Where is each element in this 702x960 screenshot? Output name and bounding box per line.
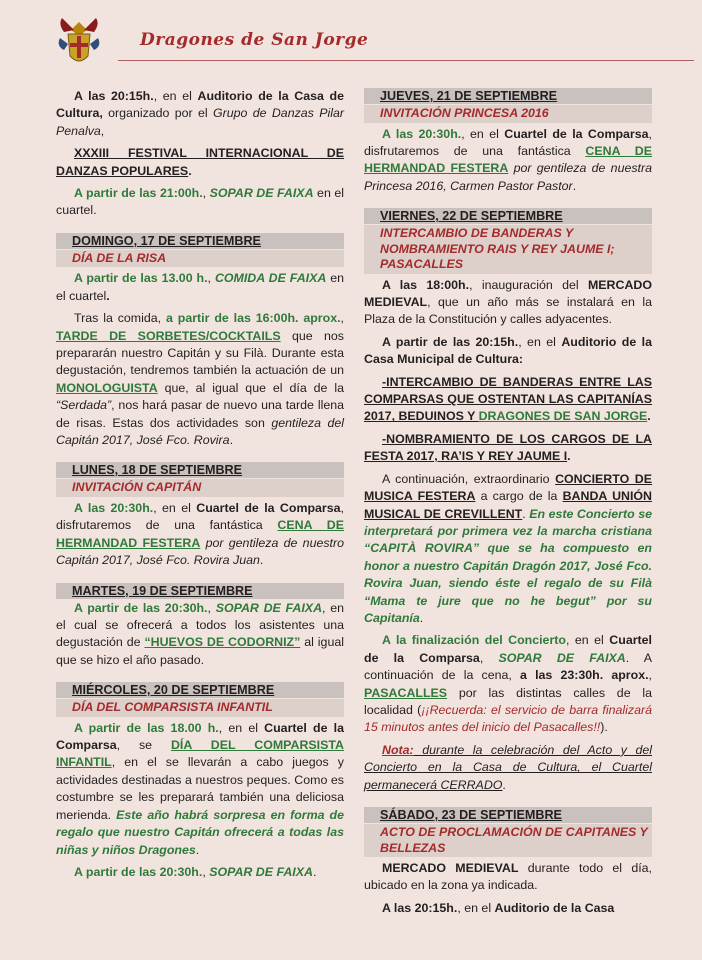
event-text: MONOLOGUISTA xyxy=(56,380,158,395)
time-text: A partir de las 18.00 h. xyxy=(74,720,219,735)
sabado-section xyxy=(364,807,652,917)
venue-text: Cuartel de la Comparsa xyxy=(504,126,649,141)
text: . xyxy=(419,610,424,625)
text: , en el xyxy=(457,900,495,915)
text: , en el xyxy=(153,89,198,103)
time-text: A las 18:00h. xyxy=(382,277,470,292)
text: durante todo el día, ubicado en la zona ya indicada. xyxy=(364,861,652,893)
event-text: MERCADO MEDIEVAL xyxy=(364,277,652,310)
comparsa-text: DRAGONES DE SAN JORGE xyxy=(478,409,648,424)
event-text: -INTERCAMBIO DE BANDERAS ENTRE LAS COMPARSAS QUE OSTENTAN LAS CAPITANÍAS 2017, BEDUINOS Y xyxy=(364,374,652,424)
event-text: PASACALLES xyxy=(364,685,448,700)
viernes-note xyxy=(364,742,652,794)
domingo-paragraph-1 xyxy=(56,270,344,305)
event-text: “HUEVOS DE CODORNIZ” xyxy=(144,635,301,650)
text: , xyxy=(207,271,215,286)
text: A continuación, extraordinario xyxy=(382,471,556,486)
sabado-paragraph-2 xyxy=(364,900,652,917)
left-column xyxy=(56,88,344,886)
text: . xyxy=(229,433,234,447)
event-text: SOPAR DE FAIXA xyxy=(209,186,314,201)
text: que nos prepararán nuestro Capitán y su Filà. Durante esta degustación, tendremos también la actuación de un xyxy=(56,328,344,378)
domingo-section xyxy=(56,233,344,450)
venue-text: Auditorio de la Casa Municipal de Cultura: xyxy=(364,334,652,367)
text: , xyxy=(207,600,216,615)
sponsor-text: gentileza del Capitán 2017, José Fco. Rovira xyxy=(56,415,344,447)
day-heading: LUNES, 18 DE SEPTIEMBRE xyxy=(56,462,344,478)
text: . xyxy=(647,409,651,424)
event-subheading: DÍA DEL COMPARSISTA INFANTIL xyxy=(56,699,344,717)
text: , en el xyxy=(218,720,265,735)
text: , que un año más se instalará en la Plaza de la Constitución y calles adyacentes. xyxy=(364,295,652,327)
day-heading: VIERNES, 22 DE SEPTIEMBRE xyxy=(364,208,652,224)
text: al igual que se hizo el año pasado. xyxy=(56,635,344,667)
text: . xyxy=(259,553,264,568)
text: , en el se llevarán a cabo juegos y actividades destinadas a nuestros peques. Como es costumbre se les preparará también una deliciosa merienda. xyxy=(56,755,344,822)
event-text: DÍA DEL COMPARSISTA INFANTIL xyxy=(56,738,344,770)
text: , en el cual se ofrecerá a todos los asistentes una degustación de xyxy=(56,600,344,650)
text: . xyxy=(567,449,571,464)
text: , xyxy=(202,186,210,201)
martes-paragraph xyxy=(56,600,344,670)
sabado-paragraph-1 xyxy=(364,860,652,895)
venue-text: Cuartel de la Comparsa xyxy=(56,720,344,753)
venue-text: Cuartel de la Comparsa xyxy=(196,500,341,515)
text: , xyxy=(202,864,210,879)
text: . A continuación de la cena, xyxy=(364,650,653,683)
lunes-section xyxy=(56,462,344,569)
text: , en el xyxy=(153,500,197,515)
intro-section xyxy=(56,88,344,220)
brand-title: Dragones de San Jorge xyxy=(140,30,369,50)
event-subheading: INVITACIÓN PRINCESA 2016 xyxy=(364,105,652,123)
text: , se xyxy=(116,738,171,753)
event-text: MERCADO MEDIEVAL xyxy=(382,861,519,875)
note-label: Nota: xyxy=(382,742,414,757)
text: . xyxy=(106,288,110,303)
event-text: -NOMBRAMIENTO DE LOS CARGOS DE LA FESTA 2017, RA’IS Y REY JAUME I xyxy=(364,431,652,464)
dragon-crest-icon xyxy=(56,16,102,68)
text: , en el xyxy=(565,633,610,648)
miercoles-section xyxy=(56,682,344,881)
text: , xyxy=(648,668,652,683)
text: , disfrutaremos de una fantástica xyxy=(56,500,344,533)
day-heading: MARTES, 19 DE SEPTIEMBRE xyxy=(56,583,344,599)
venue-text: Auditorio de la Casa xyxy=(494,900,615,915)
miercoles-paragraph-2 xyxy=(56,864,344,881)
martes-section xyxy=(56,583,344,670)
day-heading: SÁBADO, 23 DE SEPTIEMBRE xyxy=(364,807,652,823)
viernes-paragraph-1 xyxy=(364,277,652,329)
time-text: A partir de las 20:15h. xyxy=(382,334,519,349)
event-subheading: ACTO DE PROCLAMACIÓN DE CAPITANES Y BELLEZAS xyxy=(364,824,652,857)
text: en el cuartel xyxy=(56,271,345,303)
event-subheading: INVITACIÓN CAPITÁN xyxy=(56,479,344,497)
text: ). xyxy=(600,720,608,735)
lunes-paragraph xyxy=(56,500,344,570)
day-heading: MIÉRCOLES, 20 DE SEPTIEMBRE xyxy=(56,682,344,698)
text: , en el xyxy=(518,334,562,349)
text: , xyxy=(340,311,344,326)
text: en el cuartel. xyxy=(56,186,345,218)
viernes-paragraph-4 xyxy=(364,431,652,466)
text: por las distintas calles de la localidad ( xyxy=(364,685,652,717)
viernes-paragraph-2 xyxy=(364,334,652,369)
time-text: A partir de las 21:00h. xyxy=(74,186,203,201)
text: que, al igual que el día de la xyxy=(157,380,344,395)
event-text: SOPAR DE FAIXA xyxy=(209,864,313,879)
text: . xyxy=(522,506,530,521)
text: . xyxy=(572,178,577,193)
highlight-text: Este año habrá sorpresa en forma de regalo que nuestro Capitán ofrecerá a todas las niñas y niños Dragones xyxy=(56,807,344,857)
event-text: CENA DE HERMANDAD FESTERA xyxy=(56,518,344,550)
text: . xyxy=(502,777,506,792)
viernes-paragraph-6 xyxy=(364,632,652,736)
reminder-text: ¡¡Recuerda: el servicio de barra finalizará 15 minutos antes del inicio del Pasacalles!! xyxy=(364,702,652,735)
time-text: A partir de las 20:30h. xyxy=(74,864,203,879)
text: , xyxy=(479,650,499,665)
domingo-paragraph-2 xyxy=(56,310,344,449)
event-subheading: INTERCAMBIO DE BANDERAS Y NOMBRAMIENTO RAIS Y REY JAUME I; PASACALLES xyxy=(364,225,652,274)
text: Tras la comida, xyxy=(74,311,166,326)
text: , xyxy=(100,123,105,138)
jueves-section xyxy=(364,88,652,195)
time-text: A las 20:30h. xyxy=(382,126,462,141)
time-text: A la finalización del Concierto xyxy=(382,633,566,648)
event-text: CENA DE HERMANDAD FESTERA xyxy=(364,143,652,176)
page-header xyxy=(0,0,702,80)
venue-text: Auditorio de la Casa de Cultura, xyxy=(56,89,344,121)
text: “Serdada” xyxy=(56,398,112,413)
text: , en el xyxy=(461,126,505,141)
event-text: SOPAR DE FAIXA xyxy=(215,600,323,615)
time-text: A las 20:15h. xyxy=(74,89,154,103)
intro-paragraph-3 xyxy=(56,185,344,220)
highlight-text: En este Concierto se interpretará por primera vez la marcha cristiana “CAPITÀ ROVIRA” que se ha compuesto en honor a nuestro Capitán Dragón 2017, José Fco. Rovira Juan, siendo éste el regalo de su Filà “Mama te jure que no he begut” por su Capitanía xyxy=(364,506,652,625)
time-text: a partir de las 16:00h. aprox. xyxy=(166,311,341,326)
intro-paragraph-1 xyxy=(56,88,344,140)
note-text: durante la celebración del Acto y del Concierto en la Casa de Cultura, el Cuartel permanecerá CERRADO xyxy=(364,742,652,792)
time-text: a las 23:30h. aprox. xyxy=(520,668,649,683)
text: , nos hará pasar de nuevo una tarde llena de risas. Estas dos actividades son xyxy=(56,398,344,430)
text: . xyxy=(188,163,192,178)
viernes-section xyxy=(364,208,652,794)
text: a cargo de la xyxy=(475,489,563,504)
event-text: TARDE DE SORBETES/COCKTAILS xyxy=(56,328,281,343)
header-divider xyxy=(118,60,694,61)
text: organizado por el xyxy=(102,106,213,121)
sponsor-text: por gentileza de nuestra Princesa 2016, Carmen Pastor Pastor xyxy=(364,161,653,193)
sponsor-text: por gentileza de nuestro Capitán 2017, José Fco. Rovira Juan xyxy=(56,535,345,568)
viernes-paragraph-5 xyxy=(364,471,652,628)
time-text: A partir de las 20:30h. xyxy=(74,600,208,615)
event-text: COMIDA DE FAIXA xyxy=(214,271,327,286)
text: . xyxy=(312,864,317,879)
band-text: BANDA UNIÓN MUSICAL DE CREVILLENT xyxy=(364,489,652,521)
miercoles-paragraph-1 xyxy=(56,720,344,859)
event-subheading: DÍA DE LA RISA xyxy=(56,250,344,268)
day-heading: DOMINGO, 17 DE SEPTIEMBRE xyxy=(56,233,344,249)
time-text: A las 20:30h. xyxy=(74,500,154,515)
organizer-text: Grupo de Danzas Pilar Penalva xyxy=(56,106,344,138)
text: . xyxy=(195,842,200,857)
jueves-paragraph xyxy=(364,126,652,196)
event-text: SOPAR DE FAIXA xyxy=(498,650,626,665)
text: , inauguración del xyxy=(469,277,588,292)
festival-title: XXXIII FESTIVAL INTERNACIONAL DE DANZAS POPULARES xyxy=(56,146,344,178)
text: , disfrutaremos de una fantástica xyxy=(364,126,652,158)
event-text: CONCIERTO DE MUSICA FESTERA xyxy=(364,471,653,504)
intro-paragraph-2 xyxy=(56,145,344,180)
viernes-paragraph-3 xyxy=(364,374,652,426)
time-text: A partir de las 13.00 h. xyxy=(74,271,208,286)
time-text: A las 20:15h. xyxy=(382,900,458,915)
right-column xyxy=(364,88,652,922)
day-heading: JUEVES, 21 DE SEPTIEMBRE xyxy=(364,88,652,104)
venue-text: Cuartel de la Comparsa xyxy=(364,633,652,665)
